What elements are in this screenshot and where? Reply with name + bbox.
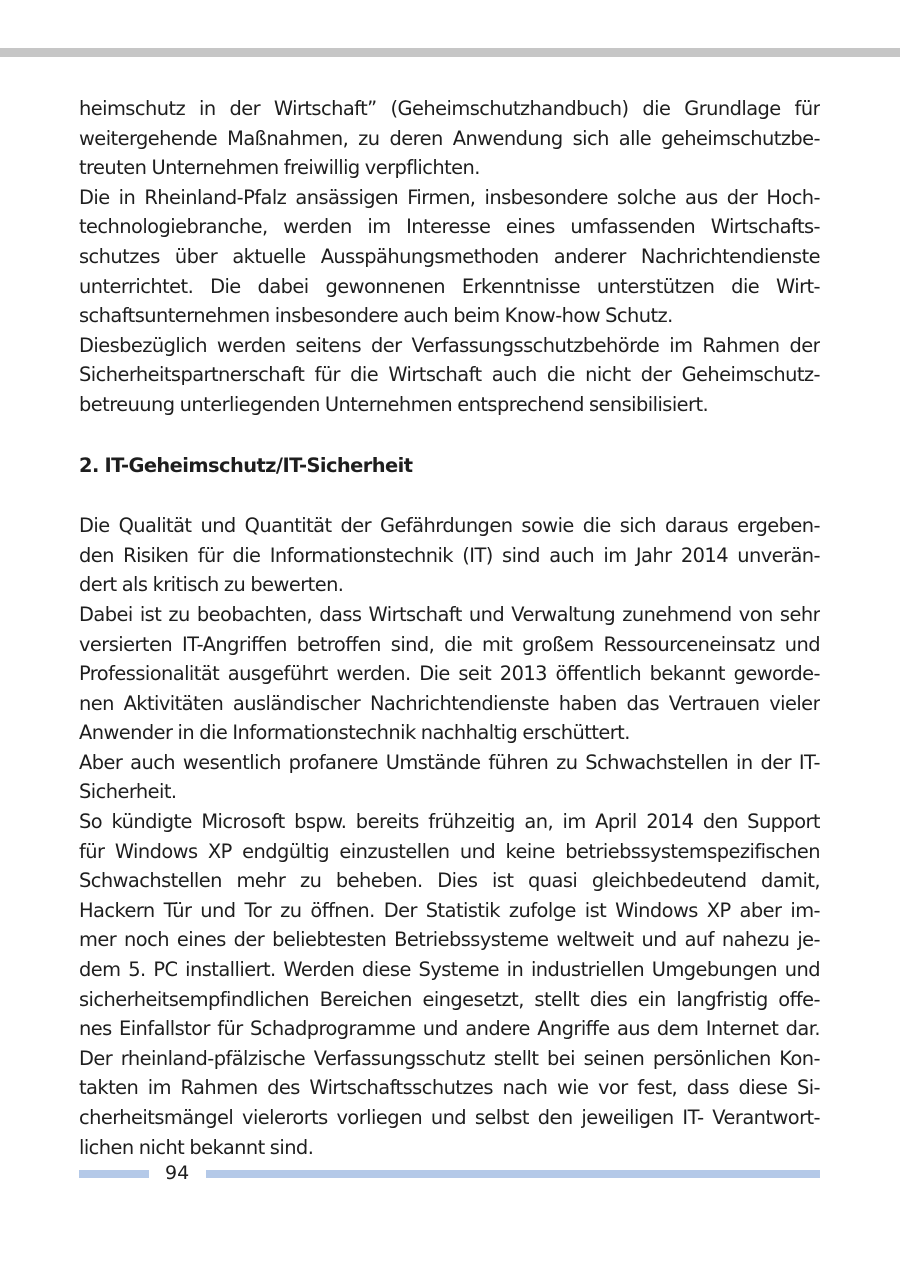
text-line: So kündigte Microsoft bspw. bereits frühzeitig an, im April 2014 den Support bbox=[79, 810, 820, 834]
text-line: schutzes über aktuelle Ausspähungsmethoden anderer Nachrichtendienste bbox=[79, 244, 820, 268]
footer-rule-left bbox=[79, 1170, 149, 1178]
text-line: betreuung unterliegenden Unternehmen entsprechend sensibilisiert. bbox=[79, 392, 709, 416]
text-line: lichen nicht bekannt sind. bbox=[79, 1135, 314, 1159]
text-line: Die Qualität und Quantität der Gefährdungen sowie die sich daraus ergeben- bbox=[79, 514, 820, 538]
text-line: Aber auch wesentlich profanere Umstände führen zu Schwachstellen in der IT- bbox=[79, 750, 820, 774]
text-line: sicherheitsempfindlichen Bereichen eingesetzt, stellt dies ein langfristig offe- bbox=[79, 987, 820, 1011]
top-rule bbox=[0, 48, 900, 57]
text-line: Schwachstellen mehr zu beheben. Dies ist quasi gleichbedeutend damit, bbox=[79, 869, 820, 893]
text-line: heimschutz in der Wirtschaft” (Geheimschutzhandbuch) die Grundlage für bbox=[79, 97, 820, 120]
text-line: für Windows XP endgültig einzustellen und keine betriebssystemspezifischen bbox=[79, 839, 820, 863]
text-line: schaftsunternehmen insbesondere auch beim Know-how Schutz. bbox=[79, 304, 673, 328]
paragraph-observe bbox=[79, 600, 820, 748]
paragraph-quality bbox=[79, 511, 820, 600]
text-line: nes Einfallstor für Schadprogramme und andere Angriffe aus dem Internet dar. bbox=[79, 1017, 820, 1041]
paragraph-firms bbox=[79, 183, 820, 331]
text-line: treuten Unternehmen freiwillig verpflichten. bbox=[79, 156, 480, 180]
text-line: technologiebranche, werden im Interesse eines umfassenden Wirtschafts- bbox=[79, 215, 820, 239]
text-line: Diesbezüglich werden seitens der Verfassungsschutzbehörde im Rahmen der bbox=[79, 333, 820, 357]
paragraph-microsoft bbox=[79, 807, 820, 1162]
text-line: Hackern Tür und Tor zu öffnen. Der Statistik zufolge ist Windows XP aber im- bbox=[79, 898, 820, 922]
text-line: takten im Rahmen des Wirtschaftsschutzes nach wie vor fest, dass diese Si- bbox=[79, 1076, 820, 1100]
text-line: Die in Rheinland-Pfalz ansässigen Firmen, insbesondere solche aus der Hoch- bbox=[79, 185, 820, 209]
text-line: Anwender in die Informationstechnik nachhaltig erschüttert. bbox=[79, 721, 630, 745]
text-line: dem 5. PC installiert. Werden diese Systeme in industriellen Umgebungen und bbox=[79, 958, 820, 982]
text-line: cherheitsmängel vielerorts vorliegen und selbst den jeweiligen IT- Verantwort- bbox=[79, 1106, 820, 1129]
paragraph-sensitize bbox=[79, 331, 820, 420]
page-footer bbox=[79, 1158, 820, 1188]
paragraph-profane bbox=[79, 748, 820, 807]
text-line: Der rheinland-pfälzische Verfassungsschutz stellt bei seinen persönlichen Kon- bbox=[79, 1046, 820, 1070]
text-line: den Risiken für die Informationstechnik (IT) sind auch im Jahr 2014 unverän- bbox=[79, 543, 820, 567]
section-heading: 2. IT-Geheimschutz/IT-Sicherheit bbox=[79, 453, 413, 477]
text-line: unterrichtet. Die dabei gewonnenen Erkenntnisse unterstützen die Wirt- bbox=[79, 274, 820, 298]
page-number: 94 bbox=[165, 1162, 190, 1184]
text-line: versierten IT-Angriffen betroffen sind, die mit großem Ressourceneinsatz und bbox=[79, 632, 820, 656]
text-line: Sicherheit. bbox=[79, 780, 177, 804]
text-line: mer noch eines der beliebtesten Betriebssysteme weltweit und auf nahezu je- bbox=[79, 928, 820, 952]
text-line: Dabei ist zu beobachten, dass Wirtschaft und Verwaltung zunehmend von sehr bbox=[79, 602, 820, 626]
text-line: weitergehende Maßnahmen, zu deren Anwendung sich alle geheimschutzbe- bbox=[79, 126, 820, 150]
paragraph-continuation bbox=[79, 94, 820, 183]
text-line: dert als kritisch zu bewerten. bbox=[79, 573, 344, 597]
page-body bbox=[79, 94, 820, 1162]
text-line: Professionalität ausgeführt werden. Die seit 2013 öffentlich bekannt geworde- bbox=[79, 662, 820, 686]
text-line: nen Aktivitäten ausländischer Nachrichtendienste haben das Vertrauen vieler bbox=[79, 691, 820, 715]
text-line: Sicherheitspartnerschaft für die Wirtschaft auch die nicht der Geheimschutz- bbox=[79, 363, 820, 387]
footer-rule-right bbox=[206, 1170, 820, 1178]
